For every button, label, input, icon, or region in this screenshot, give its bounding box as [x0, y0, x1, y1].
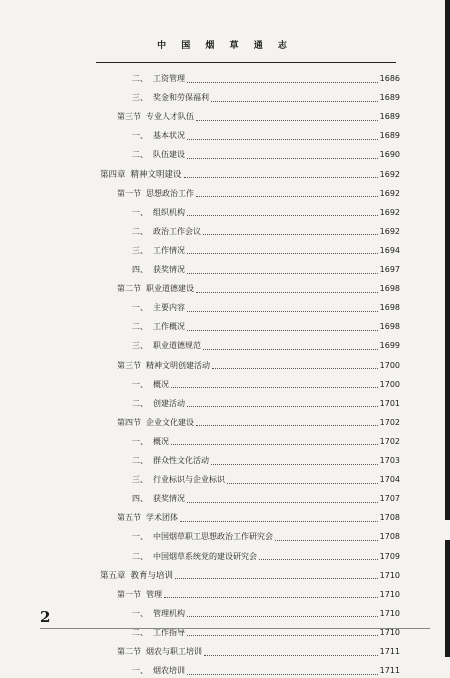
entry-page-number: 1692: [379, 188, 400, 198]
entry-number: 第五章: [100, 570, 126, 581]
toc-entry-item: [132, 664, 400, 678]
leader-dots: [227, 483, 378, 484]
leader-dots: [184, 177, 378, 178]
entry-title: 获奖情况: [153, 265, 185, 274]
entry-number: 第二节: [117, 284, 141, 294]
leader-dots: [187, 311, 378, 312]
entry-page-number: 1689: [379, 112, 400, 122]
entry-number: 三、: [132, 245, 148, 255]
entry-title: 思想政治工作: [146, 188, 194, 198]
entry-number: 二、: [132, 74, 148, 83]
leader-dots: [187, 215, 378, 216]
entry-title: 中国烟草系统党的建设研究会: [153, 551, 257, 561]
leader-dots: [211, 464, 378, 465]
entry-page-number: 1699: [379, 341, 400, 351]
toc-entry-item: [132, 206, 400, 220]
leader-dots: [187, 253, 378, 254]
entry-number: 第五节: [117, 513, 141, 523]
entry-title: 专业人才队伍: [146, 112, 194, 122]
leader-dots: [187, 139, 378, 140]
toc-entry-item: [132, 320, 400, 334]
leader-dots: [187, 502, 378, 503]
leader-dots: [196, 196, 378, 197]
leader-dots: [187, 158, 378, 159]
leader-dots: [187, 635, 378, 636]
entry-title: 工作情况: [153, 245, 185, 255]
leader-dots: [196, 425, 378, 426]
leader-dots: [212, 368, 378, 369]
entry-number: 二、: [132, 456, 148, 465]
toc-entry-chapter: [100, 569, 400, 583]
entry-page-number: 1711: [379, 666, 400, 676]
entry-number: 一、: [132, 303, 148, 313]
entry-page-number: 1708: [379, 532, 400, 542]
entry-title: 概况: [153, 379, 169, 389]
entry-number: 第四节: [117, 417, 141, 427]
toc-entry-item: [132, 148, 400, 162]
entry-number: 三、: [132, 93, 148, 103]
entry-title: 烟农培训: [153, 666, 185, 676]
entry-number: 第三节: [117, 112, 141, 122]
entry-title: 行业标识与企业标识: [153, 475, 225, 485]
entry-title: 精神文明建设: [130, 169, 182, 180]
leader-dots: [259, 559, 378, 560]
entry-number: 二、: [132, 150, 148, 160]
entry-page-number: 1686: [379, 74, 400, 83]
entry-title: 群众性文化活动: [153, 456, 209, 465]
entry-page-number: 1694: [379, 245, 400, 255]
entry-page-number: 1710: [379, 570, 400, 580]
entry-title: 精神文明创建活动: [146, 360, 210, 370]
entry-number: 三、: [132, 475, 148, 485]
entry-page-number: 1692: [379, 226, 400, 236]
leader-dots: [187, 82, 378, 83]
entry-number: 第一节: [117, 589, 141, 599]
toc-entry-item: [132, 301, 400, 315]
entry-page-number: 1690: [379, 150, 400, 160]
entry-title: 基本状况: [153, 131, 185, 141]
entry-page-number: 1703: [379, 456, 400, 465]
entry-title: 主要内容: [153, 303, 185, 313]
entry-page-number: 1707: [379, 494, 400, 504]
entry-number: 一、: [132, 131, 148, 141]
entry-number: 第一节: [117, 188, 141, 198]
toc-entry-item: [132, 473, 400, 487]
entry-number: 二、: [132, 627, 148, 637]
leader-dots: [204, 655, 378, 656]
entry-number: 一、: [132, 207, 148, 217]
toc-entry-item: [132, 492, 400, 506]
leader-dots: [275, 540, 378, 541]
toc-entry-item: [132, 550, 400, 564]
toc-entry-item: [132, 91, 400, 105]
toc-entry-item: [132, 378, 400, 392]
entry-title: 组织机构: [153, 207, 185, 217]
entry-page-number: 1700: [379, 379, 400, 389]
leader-dots: [180, 521, 378, 522]
leader-dots: [211, 101, 378, 102]
toc-entry-item: [132, 244, 400, 258]
entry-number: 二、: [132, 551, 148, 561]
entry-page-number: 1701: [379, 398, 400, 408]
entry-number: 一、: [132, 608, 148, 618]
toc-entry-item: [132, 225, 400, 239]
toc-entry-item: [132, 607, 400, 621]
toc-entry-section: [117, 511, 400, 525]
entry-title: 奖金和劳保福利: [153, 93, 209, 103]
entry-title: 管理机构: [153, 608, 185, 618]
toc-entry-item: [132, 263, 400, 277]
entry-page-number: 1698: [379, 284, 400, 294]
leader-dots: [171, 444, 378, 445]
leader-dots: [175, 578, 378, 579]
entry-title: 职业道德建设: [146, 284, 194, 294]
leader-dots: [164, 597, 378, 598]
entry-page-number: 1689: [379, 131, 400, 141]
entry-number: 二、: [132, 322, 148, 332]
entry-number: 二、: [132, 398, 148, 408]
toc-entry-section: [117, 282, 400, 296]
entry-title: 学术团体: [146, 513, 178, 523]
entry-page-number: 1692: [379, 207, 400, 217]
entry-title: 工作概况: [153, 322, 185, 332]
spine-gap: [445, 520, 450, 540]
toc-entry-section: [117, 110, 400, 124]
page-number: 2: [40, 608, 51, 626]
entry-number: 第四章: [100, 169, 126, 180]
entry-page-number: 1689: [379, 93, 400, 103]
entry-page-number: 1710: [379, 589, 400, 599]
entry-title: 政治工作会议: [153, 226, 201, 236]
entry-number: 二、: [132, 226, 148, 236]
entry-page-number: 1704: [379, 475, 400, 485]
toc-entry-section: [117, 416, 400, 430]
entry-page-number: 1709: [379, 551, 400, 561]
entry-title: 队伍建设: [153, 150, 185, 160]
entry-page-number: 1711: [379, 647, 400, 656]
footer-rule: [40, 628, 430, 629]
toc-entry-item: [132, 454, 400, 468]
entry-page-number: 1710: [379, 608, 400, 618]
toc-entry-item: [132, 129, 400, 143]
leader-dots: [196, 292, 378, 293]
entry-page-number: 1697: [379, 265, 400, 274]
leader-dots: [203, 349, 378, 350]
toc-entry-chapter: [100, 168, 400, 182]
leader-dots: [187, 616, 378, 617]
entry-page-number: 1708: [379, 513, 400, 523]
entry-title: 烟农与职工培训: [146, 647, 202, 656]
toc-entry-section: [117, 588, 400, 602]
entry-title: 职业道德规范: [153, 341, 201, 351]
entry-number: 三、: [132, 341, 148, 351]
entry-title: 教育与培训: [130, 570, 174, 581]
entry-title: 企业文化建设: [146, 417, 194, 427]
toc-entry-section: [117, 187, 400, 201]
entry-number: 一、: [132, 532, 148, 542]
toc-entry-item: [132, 530, 400, 544]
toc-entry-section: [117, 359, 400, 373]
entry-title: 获奖情况: [153, 494, 185, 504]
entry-number: 四、: [132, 265, 148, 274]
leader-dots: [187, 273, 378, 274]
entry-title: 创建活动: [153, 398, 185, 408]
entry-title: 管理: [146, 589, 162, 599]
leader-dots: [187, 674, 378, 675]
toc-entry-item: [132, 72, 400, 86]
entry-page-number: 1702: [379, 436, 400, 446]
leader-dots: [187, 330, 378, 331]
toc-entry-item: [132, 397, 400, 411]
entry-page-number: 1700: [379, 360, 400, 370]
entry-page-number: 1698: [379, 322, 400, 332]
entry-title: 工资管理: [153, 74, 185, 83]
entry-page-number: 1710: [379, 627, 400, 637]
entry-number: 第二节: [117, 647, 141, 656]
leader-dots: [203, 234, 378, 235]
entry-page-number: 1702: [379, 417, 400, 427]
entry-number: 一、: [132, 666, 148, 676]
leader-dots: [171, 387, 378, 388]
entry-page-number: 1698: [379, 303, 400, 313]
entry-page-number: 1692: [379, 169, 400, 179]
entry-number: 一、: [132, 436, 148, 446]
running-header: 中 国 烟 草 通 志: [157, 41, 293, 51]
entry-title: 工作指导: [153, 627, 185, 637]
leader-dots: [196, 120, 378, 121]
entry-title: 中国烟草职工思想政治工作研究会: [153, 532, 273, 542]
entry-number: 第三节: [117, 360, 141, 370]
toc-entry-item: [132, 435, 400, 449]
leader-dots: [187, 406, 378, 407]
book-spine-edge: [445, 0, 450, 657]
entry-title: 概况: [153, 436, 169, 446]
toc-entry-item: [132, 339, 400, 353]
entry-number: 一、: [132, 379, 148, 389]
entry-number: 四、: [132, 494, 148, 504]
